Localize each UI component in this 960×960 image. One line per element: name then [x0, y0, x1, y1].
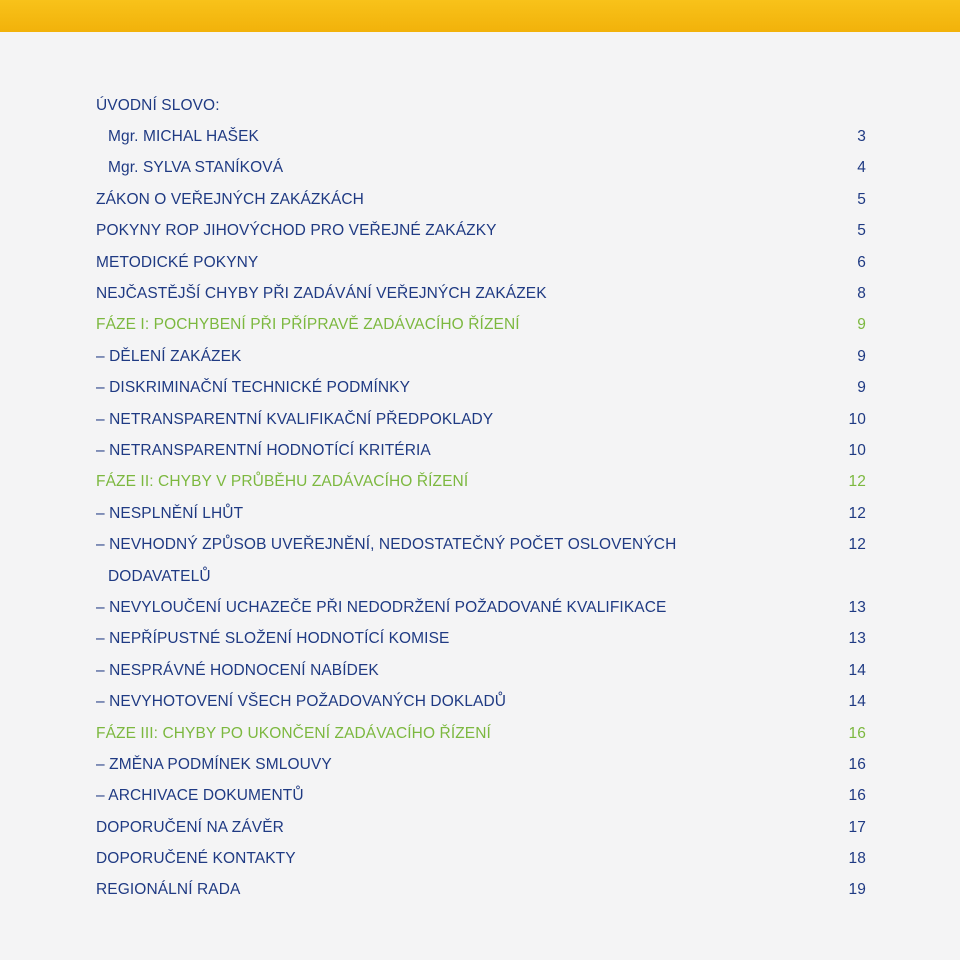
toc-entry-page: 8 — [857, 285, 866, 303]
toc-entry-nevhodny-zpusob[interactable] — [96, 529, 866, 560]
toc-entry-page: 10 — [848, 441, 866, 459]
toc-entry-page: 5 — [857, 190, 866, 208]
toc-entry-archivace-dokumentu[interactable] — [96, 781, 866, 812]
table-of-contents — [96, 90, 866, 906]
toc-entry-title: METODICKÉ POKYNY — [96, 253, 259, 271]
toc-entry-page: 9 — [857, 379, 866, 397]
toc-entry-title: FÁZE I: POCHYBENÍ PŘI PŘÍPRAVĚ ZADÁVACÍHO ŘÍZENÍ — [96, 316, 520, 334]
toc-entry-title: REGIONÁLNÍ RADA — [96, 881, 241, 899]
toc-entry-faze-1[interactable] — [96, 310, 866, 341]
toc-entry-sylva-stanikova[interactable] — [96, 153, 866, 184]
toc-entry-page: 17 — [848, 818, 866, 836]
toc-entry-title: – DĚLENÍ ZAKÁZEK — [96, 347, 242, 365]
toc-entry-page: 12 — [848, 473, 866, 491]
toc-entry-page: 13 — [848, 598, 866, 616]
toc-entry-faze-3[interactable] — [96, 718, 866, 749]
toc-entry-title: – NESPLNĚNÍ LHŮT — [96, 504, 244, 522]
toc-entry-diskriminacni-podminky[interactable] — [96, 373, 866, 404]
toc-entry-title: – DISKRIMINAČNÍ TECHNICKÉ PODMÍNKY — [96, 379, 411, 397]
toc-entry-deleni-zakazek[interactable] — [96, 341, 866, 372]
toc-entry-page: 19 — [848, 881, 866, 899]
toc-entry-title: – NETRANSPARENTNÍ HODNOTÍCÍ KRITÉRIA — [96, 441, 431, 459]
toc-entry-title: DODAVATELŮ — [108, 567, 211, 585]
toc-entry-title: FÁZE III: CHYBY PO UKONČENÍ ZADÁVACÍHO ŘÍZENÍ — [96, 724, 491, 742]
top-accent-bar — [0, 0, 960, 32]
toc-entry-page: 13 — [848, 630, 866, 648]
toc-entry-page: 4 — [857, 159, 866, 177]
toc-entry-page: 16 — [848, 724, 866, 742]
toc-entry-title: DOPORUČENÉ KONTAKTY — [96, 850, 296, 868]
toc-entry-title: – NETRANSPARENTNÍ KVALIFIKAČNÍ PŘEDPOKLADY — [96, 410, 494, 428]
toc-entry-zmena-podminek[interactable] — [96, 749, 866, 780]
toc-entry-page: 5 — [857, 222, 866, 240]
toc-entry-page: 9 — [857, 347, 866, 365]
toc-entry-page: 6 — [857, 253, 866, 271]
toc-entry-title: Mgr. SYLVA STANÍKOVÁ — [108, 159, 284, 177]
toc-entry-title: – ARCHIVACE DOKUMENTŮ — [96, 787, 304, 805]
toc-entry-title: – NEVHODNÝ ZPŮSOB UVEŘEJNĚNÍ, NEDOSTATEČNÝ POČET OSLOVENÝCH — [96, 536, 677, 554]
toc-entry-nejcastejsi-chyby[interactable] — [96, 278, 866, 309]
toc-entry-nevylouceni-uchazece[interactable] — [96, 592, 866, 623]
toc-entry-title: ÚVODNÍ SLOVO: — [96, 96, 220, 114]
toc-entry-title: – NEVYLOUČENÍ UCHAZEČE PŘI NEDODRŽENÍ POŽADOVANÉ KVALIFIKACE — [96, 598, 667, 616]
toc-entry-page: 16 — [848, 787, 866, 805]
toc-entry-page: 3 — [857, 128, 866, 146]
toc-entry-pokyny-rop[interactable] — [96, 216, 866, 247]
toc-entry-page: 16 — [848, 755, 866, 773]
toc-entry-nevyhotoveni-dokladu[interactable] — [96, 686, 866, 717]
toc-entry-page: 12 — [848, 536, 866, 554]
toc-entry-title: DOPORUČENÍ NA ZÁVĚR — [96, 818, 284, 836]
toc-entry-kvalifikacni-predpoklady[interactable] — [96, 404, 866, 435]
toc-entry-nespravne-hodnoceni[interactable] — [96, 655, 866, 686]
toc-entry-doporuceni-na-zaver[interactable] — [96, 812, 866, 843]
toc-entry-page: 10 — [848, 410, 866, 428]
toc-entry-title: POKYNY ROP JIHOVÝCHOD PRO VEŘEJNÉ ZAKÁZKY — [96, 222, 497, 240]
toc-entry-uvodni-slovo[interactable] — [96, 90, 866, 121]
toc-entry-page: 9 — [857, 316, 866, 334]
toc-entry-metodicke-pokyny[interactable] — [96, 247, 866, 278]
toc-entry-title: Mgr. MICHAL HAŠEK — [108, 128, 259, 146]
toc-entry-hodnotici-kriteria[interactable] — [96, 435, 866, 466]
toc-entry-title: – ZMĚNA PODMÍNEK SMLOUVY — [96, 755, 332, 773]
toc-entry-title: – NEPŘÍPUSTNÉ SLOŽENÍ HODNOTÍCÍ KOMISE — [96, 630, 450, 648]
toc-entry-nepripustne-slozeni[interactable] — [96, 624, 866, 655]
toc-entry-michal-hasek[interactable] — [96, 121, 866, 152]
toc-entry-page: 18 — [848, 850, 866, 868]
toc-entry-dodavatelu-continuation[interactable] — [96, 561, 866, 592]
toc-entry-title: FÁZE II: CHYBY V PRŮBĚHU ZADÁVACÍHO ŘÍZENÍ — [96, 473, 469, 491]
toc-entry-title: ZÁKON O VEŘEJNÝCH ZAKÁZKÁCH — [96, 190, 364, 208]
toc-entry-page: 14 — [848, 693, 866, 711]
toc-entry-doporucene-kontakty[interactable] — [96, 843, 866, 874]
toc-entry-zakon[interactable] — [96, 184, 866, 215]
toc-entry-title: NEJČASTĚJŠÍ CHYBY PŘI ZADÁVÁNÍ VEŘEJNÝCH ZAKÁZEK — [96, 285, 547, 303]
toc-entry-nesplneni-lhut[interactable] — [96, 498, 866, 529]
toc-entry-title: – NEVYHOTOVENÍ VŠECH POŽADOVANÝCH DOKLADŮ — [96, 693, 507, 711]
toc-entry-faze-2[interactable] — [96, 467, 866, 498]
toc-entry-regionalni-rada[interactable] — [96, 875, 866, 906]
toc-entry-page: 12 — [848, 504, 866, 522]
toc-entry-page: 14 — [848, 661, 866, 679]
toc-entry-title: – NESPRÁVNÉ HODNOCENÍ NABÍDEK — [96, 661, 379, 679]
